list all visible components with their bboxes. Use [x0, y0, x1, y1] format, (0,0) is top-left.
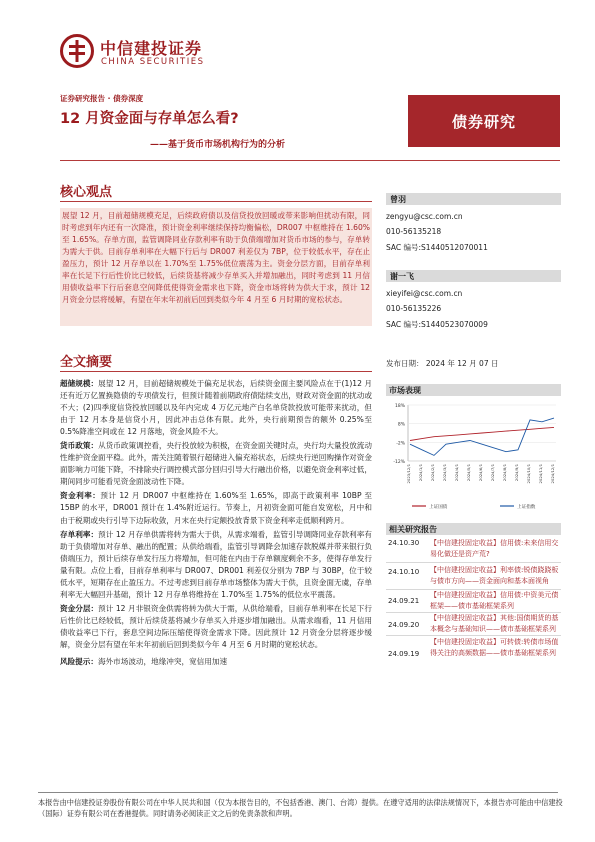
- related-item-title[interactable]: 【中信建投固定收益】信用债:中资美元债框架——债市基础框架系列: [430, 591, 559, 610]
- x-tick-label: 2024/12/1: [550, 464, 555, 484]
- author-sac: SAC 编号:S1440512070011: [386, 243, 488, 252]
- y-tick-label: 18%: [394, 404, 405, 409]
- x-tick-label: 2024/2/1: [430, 464, 435, 482]
- author-name: 谢一飞: [390, 272, 414, 281]
- y-tick-label: 8%: [397, 422, 405, 428]
- author-email[interactable]: xieyifei@csc.com.cn: [386, 289, 463, 298]
- summary-paragraph: [60, 440, 372, 488]
- risk-paragraph: [60, 656, 372, 668]
- summary-paragraph-text: 预计 12 月存单供需将转为需大于供，从需求端看，监管引导调降同业存款利率有助于负债增加对存单、融出的配置；从供给端看，监管引导调降会加速存款脱媒并带来银行负债端压力，预计后续存单发行压力将增加，但可能在内由于存单额度剩余不多，使得存单发行量有限。点位上看，目前存单利率与 DR007、DR001 利差仅分别为 7BP 与 30BP，位于较低水平，短期存在止盈压力。不过考虑到目前存单市场整体为需大于供，且资金面无虞，存单利率无大幅回升基础，预计 12 月存单将维持在 1.70%至 1.75%的低位水平震荡。: [60, 529, 372, 599]
- related-item-title[interactable]: 【中信建投固定收益】信用债:未来信用交易化做还是资产荒?: [430, 539, 559, 558]
- summary-paragraph: [60, 490, 372, 526]
- x-tick-label: 2024/7/1: [490, 464, 495, 482]
- author-bar: [386, 193, 561, 205]
- risk-keyword: 风险提示：: [60, 657, 98, 667]
- x-tick-label: 2024/5/1: [466, 464, 471, 482]
- logo-text-cn: 中信建投证券: [100, 39, 203, 58]
- summary-keyword: 超储规模：: [60, 379, 99, 388]
- summary-paragraph-text: 预计 12 月非银资金供需将转为供大于需，从供给端看，目前存单利率在长足下行后性价比已经较低，预计后续货基将减少存单买入并逐步增加融出。从需求端看，11 月信用债收益率已下行，套息空间边际压缩使得资金需求下降。因此预计 12 月资金分层将逐步缓解，资金分层有望在年末年初前后回到类似今年 4 月至 6 月时期的宽松状态。: [60, 603, 372, 649]
- x-tick-label: 2024/3/1: [442, 464, 447, 482]
- section-banner: 债券研究: [408, 95, 560, 147]
- footer-disclaimer: 本报告由中信建投证券股份有限公司在中华人民共和国（仅为本报告目的，不包括香港、澳门、台湾）提供。在遵守适用的法律法规情况下，本报告亦可能由中信建投（国际）证券有限公司在香港提供。同时请务必阅读正文之后的免责条款和声明。: [38, 798, 563, 818]
- related-item-title[interactable]: 【中信建投固定收益】利率债:锐债跷跷板与债市方向——资金面向和基本面视角: [430, 566, 559, 585]
- core-text: 展望 12 月，目前超储规模充足，后续政府债以及信贷投放回暖或带来影响但扰动有限，同时考虑到年内还有一次降准，预计资金利率继续保持均衡偏松，DR007 中枢维持在 1.60%至 1.65%。存单方面，监管调降同业存款利率有助于负债端增加对货币市场的参与，存单转为需大于供。目前存单利率在大幅下行后与 DR007 利差仅为 7BP，位于较低水平，存在止盈压力，预计 12 月存单以在 1.70%至 1.75%低位震荡为主。资金分层方面，目前存单利率在长足下行后性价比已较低，后续货基将减少存单买入并增加融出，同时考虑到 11 月信用债收益率下行后套息空间降低使得资金需求也下降，资金市场将转为供大于求，预计 12 月资金分层将缓解，有望在年末年初前后回到类似今年 4 月至 6 月时期的宽松状态。: [62, 211, 370, 305]
- related-item[interactable]: [386, 565, 566, 587]
- summary-paragraph: [60, 529, 372, 601]
- summary-keyword: 资金利率：: [60, 491, 101, 501]
- summary-paragraph: [60, 378, 372, 438]
- core-heading: 核心观点: [60, 185, 113, 200]
- related-title: 相关研究报告: [389, 525, 437, 534]
- related-item-date: 24.09.19: [388, 650, 420, 658]
- related-divider: [386, 635, 561, 636]
- summary-heading-rule: [60, 371, 372, 372]
- related-divider: [386, 562, 561, 563]
- risk-text: 海外市场波动，地缘冲突，宽信用加速: [97, 657, 228, 667]
- chart-section-title: 市场表现: [389, 386, 421, 395]
- publish-date: 发布日期： 2024 年 12 月 07 日: [386, 359, 499, 368]
- summary-paragraph-text: 从货币政策调控看，央行投放较为积极，在资金面关键时点，央行均大量投放流动性维护资金面平稳。此外，需关注随着银行超储进入偏充裕状态，后续央行逆回购操作对资金面影响力可能下降，不排除央行调控模式部分回归引导大行融出价格，以避免资金利率过低，期间同步可能看见资金面波动性下降。: [60, 441, 373, 487]
- summary-paragraph: [60, 603, 372, 651]
- x-tick-label: 2024/6/1: [478, 464, 483, 482]
- legend-label: 上证指数: [517, 505, 536, 510]
- summary-keyword: 资金分层：: [60, 603, 99, 613]
- related-item[interactable]: [386, 538, 566, 560]
- author-name: 曾羽: [390, 195, 406, 204]
- header-divider: [60, 160, 560, 161]
- x-tick-label: 2024/8/1: [502, 464, 507, 482]
- x-tick-label: 2024/9/1: [514, 464, 519, 482]
- core-heading-rule: [60, 201, 372, 202]
- author-phone: 010-56135218: [386, 227, 442, 236]
- footer-divider: [38, 792, 558, 793]
- report-title: 12 月资金面与存单怎么看?: [60, 111, 239, 127]
- x-tick-label: 2023/12/1: [406, 464, 411, 484]
- related-item-title[interactable]: 【中信建投固定收益】可转债:转债市场值得关注的高频数据——债市基础框架系列: [430, 638, 559, 657]
- summary-heading: 全文摘要: [60, 355, 113, 370]
- summary-keyword: 货币政策：: [60, 441, 99, 451]
- legend-label: 上证国债: [429, 505, 448, 510]
- report-category: 证券研究报告 · 债券深度: [60, 94, 144, 103]
- market-chart: [386, 399, 561, 511]
- series-line: [410, 427, 554, 440]
- summary-paragraph-text: 预计 12 月 DR007 中枢维持在 1.60%至 1.65%，即高于政策利率 10BP 至 15BP 的水平，DR001 预计在 1.4%附近运行。节奏上，月初资金面可能自发宽松，月中和由于税期或央行引导下边际收敛，月末在央行定额投放背景下资金利率走低顺利跨月。: [60, 491, 372, 525]
- y-tick-label: -12%: [393, 460, 405, 465]
- related-item-date: 24.10.10: [388, 568, 420, 576]
- summary-paragraph-text: 展望 12 月，目前超储规模处于偏充足状态，后续资金面主要风险点在于(1)12 月还有近万亿置换隐债的专项债发行，但预计随着前期政府债陆续支出，财政对资金面的扰动或不大；(2)四季度信贷投放回暖以及年内完成 4 万亿元地产白名单贷款投放可能带来扰动，但由于 12 月本身是信贷小月，因此冲击总体有限。此外，央行前期预告的额外 0.25%至 0.5%降准空间或在 12 月落地，资金风险不大。: [60, 379, 372, 437]
- logo-text-en: CHINA SECURITIES: [101, 57, 205, 67]
- author-phone: 010-56135226: [386, 304, 442, 313]
- summary-body: [60, 378, 372, 670]
- related-item-date: 24.09.21: [388, 597, 420, 605]
- company-logo: [60, 34, 205, 72]
- y-tick-label: -2%: [396, 441, 405, 447]
- x-tick-label: 2024/1/1: [418, 464, 423, 482]
- author-sac: SAC 编号:S1440523070009: [386, 320, 488, 329]
- report-subtitle: ——基于货币市场机构行为的分析: [150, 140, 286, 150]
- author-email[interactable]: zengyu@csc.com.cn: [386, 212, 463, 221]
- logo-emblem-icon: [60, 34, 94, 68]
- x-tick-label: 2024/4/1: [454, 464, 459, 482]
- related-item-date: 24.09.20: [388, 621, 420, 629]
- related-item[interactable]: [386, 613, 566, 635]
- x-tick-label: 2024/11/1: [538, 464, 543, 484]
- x-tick-label: 2024/10/1: [526, 464, 531, 484]
- summary-keyword: 存单利率：: [60, 529, 99, 539]
- related-item-title[interactable]: 【中信建投固定收益】其他:国债期货的基本概念与基础知识——债市基础框架系列: [430, 614, 559, 633]
- related-item[interactable]: [386, 590, 566, 612]
- related-item[interactable]: [386, 637, 566, 659]
- related-item-date: 24.10.30: [388, 539, 420, 547]
